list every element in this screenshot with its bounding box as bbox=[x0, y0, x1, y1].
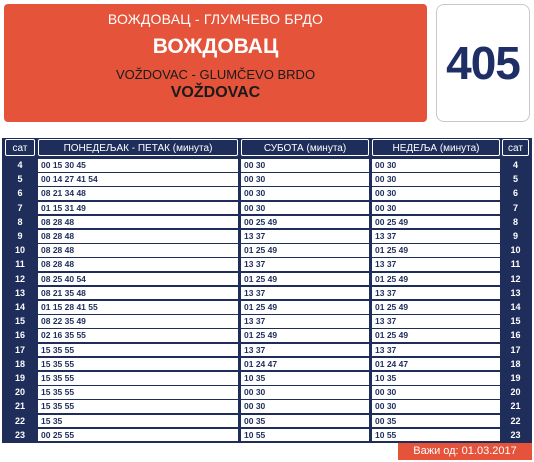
saturday-minutes-cell: 10 35 bbox=[241, 372, 369, 385]
hour-cell: 20 bbox=[14, 387, 25, 398]
table-row bbox=[2, 357, 532, 370]
hour-cell-right: 16 bbox=[510, 330, 521, 341]
weekday-minutes-cell: 08 28 48 bbox=[38, 230, 238, 243]
hour-cell-right: 5 bbox=[512, 174, 518, 185]
hour-cell: 7 bbox=[17, 202, 23, 213]
table-row bbox=[2, 428, 532, 441]
hour-cell: 21 bbox=[14, 401, 25, 412]
saturday-minutes-cell: 01 25 49 bbox=[241, 273, 369, 286]
hour-cell: 15 bbox=[14, 316, 25, 327]
weekday-minutes-cell: 08 22 35 49 bbox=[38, 315, 238, 328]
column-header-hour-right: сат bbox=[502, 139, 529, 156]
sunday-minutes-cell: 01 25 49 bbox=[372, 273, 500, 286]
hour-cell-right: 8 bbox=[512, 216, 518, 227]
hour-cell: 23 bbox=[14, 429, 25, 440]
table-row bbox=[2, 314, 532, 327]
hour-cell-right: 23 bbox=[510, 429, 521, 440]
route-name-latin: VOŽDOVAC - GLUMČEVO BRDO bbox=[115, 67, 316, 82]
weekday-minutes-cell: 08 28 48 bbox=[38, 244, 238, 257]
weekday-minutes-cell: 08 28 48 bbox=[38, 258, 238, 271]
sunday-minutes-cell: 00 30 bbox=[372, 400, 500, 413]
column-header-hour: сат bbox=[5, 139, 35, 156]
sunday-minutes-cell: 01 25 49 bbox=[372, 301, 500, 314]
hour-cell: 16 bbox=[14, 330, 25, 341]
weekday-minutes-cell: 15 35 55 bbox=[38, 344, 238, 357]
table-row bbox=[2, 229, 532, 242]
hour-cell-right: 19 bbox=[510, 373, 521, 384]
hour-cell: 14 bbox=[14, 302, 25, 313]
saturday-minutes-cell: 13 37 bbox=[241, 287, 369, 300]
saturday-minutes-cell: 13 37 bbox=[241, 344, 369, 357]
sunday-minutes-cell: 13 37 bbox=[372, 315, 500, 328]
weekday-minutes-cell: 15 35 55 bbox=[38, 358, 238, 371]
saturday-minutes-cell: 01 24 47 bbox=[241, 358, 369, 371]
hour-cell-right: 10 bbox=[510, 245, 521, 256]
table-row bbox=[2, 371, 532, 384]
saturday-minutes-cell: 00 30 bbox=[241, 173, 369, 186]
table-row bbox=[2, 201, 532, 214]
hour-cell-right: 7 bbox=[512, 202, 518, 213]
saturday-minutes-cell: 00 30 bbox=[241, 202, 369, 215]
route-header bbox=[4, 4, 427, 122]
hour-cell-right: 18 bbox=[510, 358, 521, 369]
hour-cell-right: 9 bbox=[512, 231, 518, 242]
saturday-minutes-cell: 13 37 bbox=[241, 230, 369, 243]
hour-cell-right: 15 bbox=[510, 316, 521, 327]
hour-cell: 11 bbox=[15, 259, 25, 270]
table-row bbox=[2, 172, 532, 185]
sunday-minutes-cell: 10 35 bbox=[372, 372, 500, 385]
line-number: 405 bbox=[446, 37, 520, 89]
weekday-minutes-cell: 08 28 48 bbox=[38, 216, 238, 229]
sunday-minutes-cell: 01 25 49 bbox=[372, 244, 500, 257]
stop-name-latin: VOŽDOVAC bbox=[170, 84, 261, 101]
valid-from-label: Важи од: 01.03.2017 bbox=[398, 443, 532, 460]
hour-cell: 4 bbox=[17, 160, 23, 171]
table-row bbox=[2, 300, 532, 313]
weekday-minutes-cell: 00 25 55 bbox=[38, 429, 238, 442]
table-row bbox=[2, 329, 532, 342]
hour-cell: 17 bbox=[14, 344, 25, 355]
table-header-row bbox=[2, 138, 532, 154]
sunday-minutes-cell: 01 25 49 bbox=[372, 329, 500, 342]
sunday-minutes-cell: 13 37 bbox=[372, 230, 500, 243]
sunday-minutes-cell: 01 24 47 bbox=[372, 358, 500, 371]
sunday-minutes-cell: 13 37 bbox=[372, 344, 500, 357]
hour-cell: 10 bbox=[14, 245, 25, 256]
weekday-minutes-cell: 08 25 40 54 bbox=[38, 273, 238, 286]
saturday-minutes-cell: 13 37 bbox=[241, 315, 369, 328]
saturday-minutes-cell: 01 25 49 bbox=[241, 329, 369, 342]
sunday-minutes-cell: 00 30 bbox=[372, 187, 500, 200]
column-header-saturday: СУБОТА (минута) bbox=[241, 139, 369, 156]
weekday-minutes-cell: 15 35 bbox=[38, 415, 238, 428]
hour-cell: 5 bbox=[17, 174, 23, 185]
hour-cell-right: 11 bbox=[510, 259, 521, 270]
hour-cell-right: 21 bbox=[510, 401, 521, 412]
weekday-minutes-cell: 15 35 55 bbox=[38, 372, 238, 385]
table-row bbox=[2, 343, 532, 356]
line-number-box bbox=[436, 4, 530, 122]
hour-cell-right: 14 bbox=[510, 302, 521, 313]
table-row bbox=[2, 258, 532, 271]
hour-cell: 9 bbox=[17, 231, 23, 242]
table-row bbox=[2, 215, 532, 228]
table-row bbox=[2, 385, 532, 398]
saturday-minutes-cell: 01 25 49 bbox=[241, 301, 369, 314]
hour-cell: 22 bbox=[14, 415, 25, 426]
saturday-minutes-cell: 00 30 bbox=[241, 400, 369, 413]
saturday-minutes-cell: 00 25 49 bbox=[241, 216, 369, 229]
hour-cell-right: 6 bbox=[512, 188, 518, 199]
table-row bbox=[2, 158, 532, 171]
stop-name-cyrillic: ВОЖДОВАЦ bbox=[152, 35, 279, 58]
hour-cell-right: 4 bbox=[512, 160, 518, 171]
sunday-minutes-cell: 00 30 bbox=[372, 173, 500, 186]
saturday-minutes-cell: 00 30 bbox=[241, 159, 369, 172]
sunday-minutes-cell: 00 25 49 bbox=[372, 216, 500, 229]
column-header-sunday: НЕДЕЉА (минута) bbox=[372, 139, 500, 156]
saturday-minutes-cell: 01 25 49 bbox=[241, 244, 369, 257]
hour-cell: 8 bbox=[17, 216, 23, 227]
hour-cell: 13 bbox=[14, 287, 25, 298]
hour-cell: 12 bbox=[14, 273, 25, 284]
weekday-minutes-cell: 08 21 35 48 bbox=[38, 287, 238, 300]
table-row bbox=[2, 400, 532, 413]
weekday-minutes-cell: 00 15 30 45 bbox=[38, 159, 238, 172]
table-row bbox=[2, 414, 532, 427]
saturday-minutes-cell: 00 35 bbox=[241, 415, 369, 428]
hour-cell-right: 12 bbox=[510, 273, 521, 284]
weekday-minutes-cell: 00 14 27 41 54 bbox=[38, 173, 238, 186]
weekday-minutes-cell: 01 15 28 41 55 bbox=[38, 301, 238, 314]
table-row bbox=[2, 187, 532, 200]
hour-cell: 19 bbox=[14, 373, 25, 384]
column-header-weekday: ПОНЕДЕЉАК - ПЕТАК (минута) bbox=[38, 139, 238, 156]
saturday-minutes-cell: 13 37 bbox=[241, 258, 369, 271]
sunday-minutes-cell: 00 30 bbox=[372, 159, 500, 172]
weekday-minutes-cell: 15 35 55 bbox=[38, 400, 238, 413]
weekday-minutes-cell: 02 16 35 55 bbox=[38, 329, 238, 342]
saturday-minutes-cell: 10 55 bbox=[241, 429, 369, 442]
hour-cell-right: 17 bbox=[510, 344, 521, 355]
saturday-minutes-cell: 00 30 bbox=[241, 386, 369, 399]
weekday-minutes-cell: 15 35 55 bbox=[38, 386, 238, 399]
sunday-minutes-cell: 00 35 bbox=[372, 415, 500, 428]
timetable bbox=[2, 138, 532, 443]
sunday-minutes-cell: 13 37 bbox=[372, 287, 500, 300]
hour-cell: 18 bbox=[14, 358, 25, 369]
sunday-minutes-cell: 13 37 bbox=[372, 258, 500, 271]
table-row bbox=[2, 272, 532, 285]
weekday-minutes-cell: 01 15 31 49 bbox=[38, 202, 238, 215]
saturday-minutes-cell: 00 30 bbox=[241, 187, 369, 200]
table-row bbox=[2, 286, 532, 299]
hour-cell-right: 13 bbox=[510, 287, 521, 298]
hour-cell: 6 bbox=[17, 188, 23, 199]
sunday-minutes-cell: 00 30 bbox=[372, 202, 500, 215]
table-row bbox=[2, 243, 532, 256]
sunday-minutes-cell: 10 55 bbox=[372, 429, 500, 442]
route-name-cyrillic: ВОЖДОВАЦ - ГЛУМЧЕВО БРДО bbox=[107, 11, 324, 27]
weekday-minutes-cell: 08 21 34 48 bbox=[38, 187, 238, 200]
sunday-minutes-cell: 00 30 bbox=[372, 386, 500, 399]
hour-cell-right: 20 bbox=[510, 387, 521, 398]
hour-cell-right: 22 bbox=[510, 415, 521, 426]
